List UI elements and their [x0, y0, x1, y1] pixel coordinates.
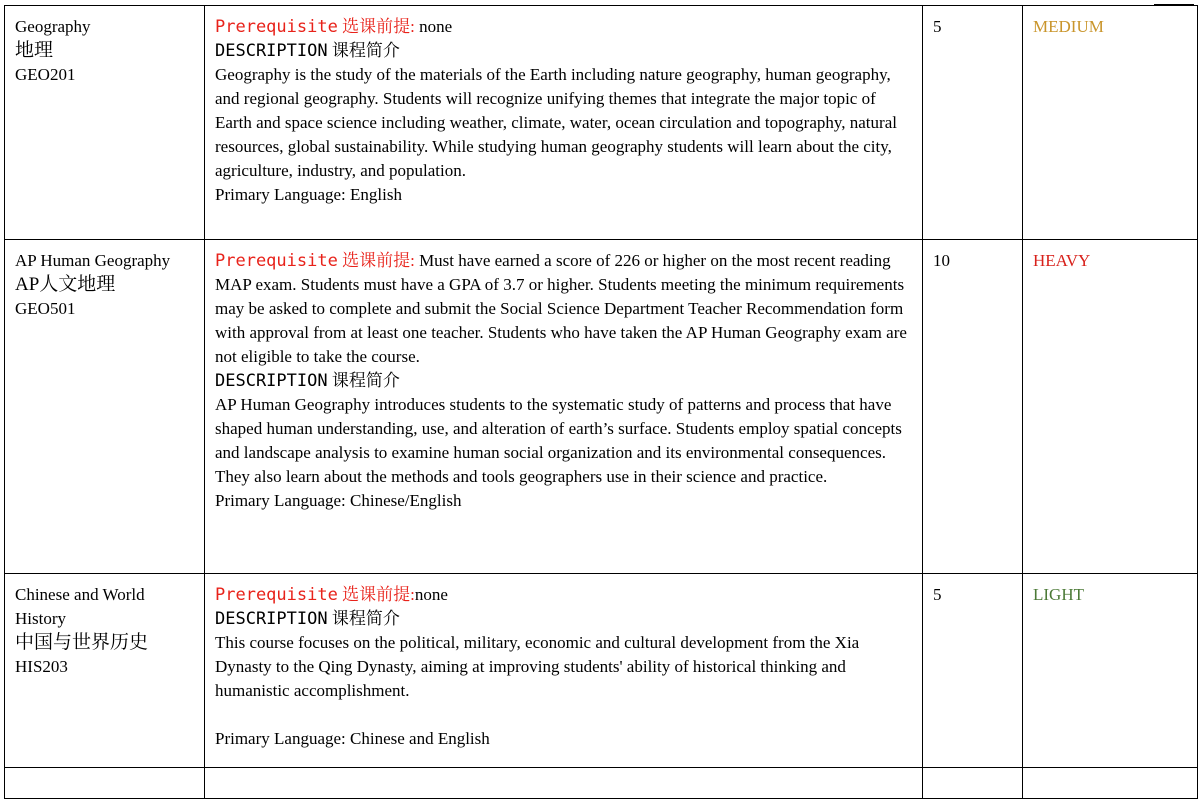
description-text: AP Human Geography introduces students to the systematic study of patterns and process that have shaped human understanding, use, and alteration of earth’s surface. Students employ spatial concepts and landscape analysis to examine human social organization and its environmental consequences. They also learn about the methods and tools geographers use in their science and practice.: [215, 395, 902, 486]
credits-value: 10: [933, 251, 950, 270]
workload-level: MEDIUM: [1033, 17, 1104, 36]
description-heading: [215, 39, 912, 63]
table-row: [5, 768, 1198, 799]
workload-level: HEAVY: [1033, 251, 1091, 270]
prerequisite-line: [215, 583, 912, 607]
course-detail-cell: [205, 6, 923, 240]
description-label-cn: 课程简介: [331, 41, 400, 60]
prerequisite-line: [215, 249, 912, 369]
course-title-cell: [5, 574, 205, 768]
primary-language: Primary Language: Chinese and English: [215, 729, 490, 748]
table-row: [5, 574, 1198, 768]
description-text: This course focuses on the political, military, economic and cultural development from the Xia Dynasty to the Qing Dynasty, aiming at improving students' ability of historical thinking and humanistic accomplishment.: [215, 633, 860, 700]
credits-cell: [923, 574, 1023, 768]
course-name-cn: 地理: [15, 40, 54, 61]
prerequisite-label-cn: 选课前提:: [342, 17, 415, 36]
course-title-cell: [5, 6, 205, 240]
course-table: [4, 5, 1198, 799]
primary-language: Primary Language: English: [215, 185, 402, 204]
course-code: GEO501: [15, 299, 76, 318]
description-label: DESCRIPTION: [215, 41, 328, 61]
description-label-cn: 课程简介: [331, 609, 400, 628]
empty-cell: [5, 768, 205, 799]
credits-cell: [923, 6, 1023, 240]
credits-cell: [923, 240, 1023, 574]
course-code: HIS203: [15, 657, 68, 676]
workload-cell: [1023, 240, 1198, 574]
prerequisite-text: Must have earned a score of 226 or higher on the most recent reading MAP exam. Students must have a GPA of 3.7 or higher. Students meeting the minimum requirements may be asked to complete and submit the Social Science Department Teacher Recommendation form with approval from at least one teacher. Students who have taken the AP Human Geography exam are not eligible to take the course.: [215, 251, 907, 366]
description-label: DESCRIPTION: [215, 609, 328, 629]
course-name: Geography: [15, 17, 91, 36]
paragraph-gap: [215, 703, 912, 727]
prerequisite-text: none: [414, 585, 448, 604]
description-label-cn: 课程简介: [331, 371, 400, 390]
course-name-cn: AP人文地理: [15, 274, 116, 295]
workload-cell: [1023, 574, 1198, 768]
course-name: Chinese and World History: [15, 585, 145, 628]
course-name: AP Human Geography: [15, 251, 171, 270]
course-detail-cell: [205, 574, 923, 768]
empty-cell: [205, 768, 923, 799]
workload-level: LIGHT: [1033, 585, 1084, 604]
course-title-cell: [5, 240, 205, 574]
credits-value: 5: [933, 17, 942, 36]
prerequisite-label: Prerequisite: [215, 585, 338, 605]
prerequisite-label-cn: 选课前提:: [342, 251, 415, 270]
course-detail-cell: [205, 240, 923, 574]
course-name-cn: 中国与世界历史: [15, 632, 149, 653]
description-text: Geography is the study of the materials of the Earth including nature geography, human geography, and regional geography. Students will recognize unifying themes that integrate the major topic of Earth and space science including weather, climate, water, ocean circulation and topography, natural resources, global sustainability. While studying human geography students will learn about the city, agriculture, industry, and population.: [215, 65, 897, 180]
empty-cell: [923, 768, 1023, 799]
prerequisite-label-cn: 选课前提:: [342, 585, 415, 604]
workload-cell: [1023, 6, 1198, 240]
credits-value: 5: [933, 585, 942, 604]
empty-cell: [1023, 768, 1198, 799]
table-row: [5, 240, 1198, 574]
prerequisite-line: [215, 15, 912, 39]
course-code: GEO201: [15, 65, 76, 84]
description-label: DESCRIPTION: [215, 371, 328, 391]
prerequisite-label: Prerequisite: [215, 251, 338, 271]
table-row: [5, 6, 1198, 240]
description-heading: [215, 607, 912, 631]
primary-language: Primary Language: Chinese/English: [215, 491, 462, 510]
prerequisite-label: Prerequisite: [215, 17, 338, 37]
description-heading: [215, 369, 912, 393]
prerequisite-text: none: [414, 17, 453, 36]
